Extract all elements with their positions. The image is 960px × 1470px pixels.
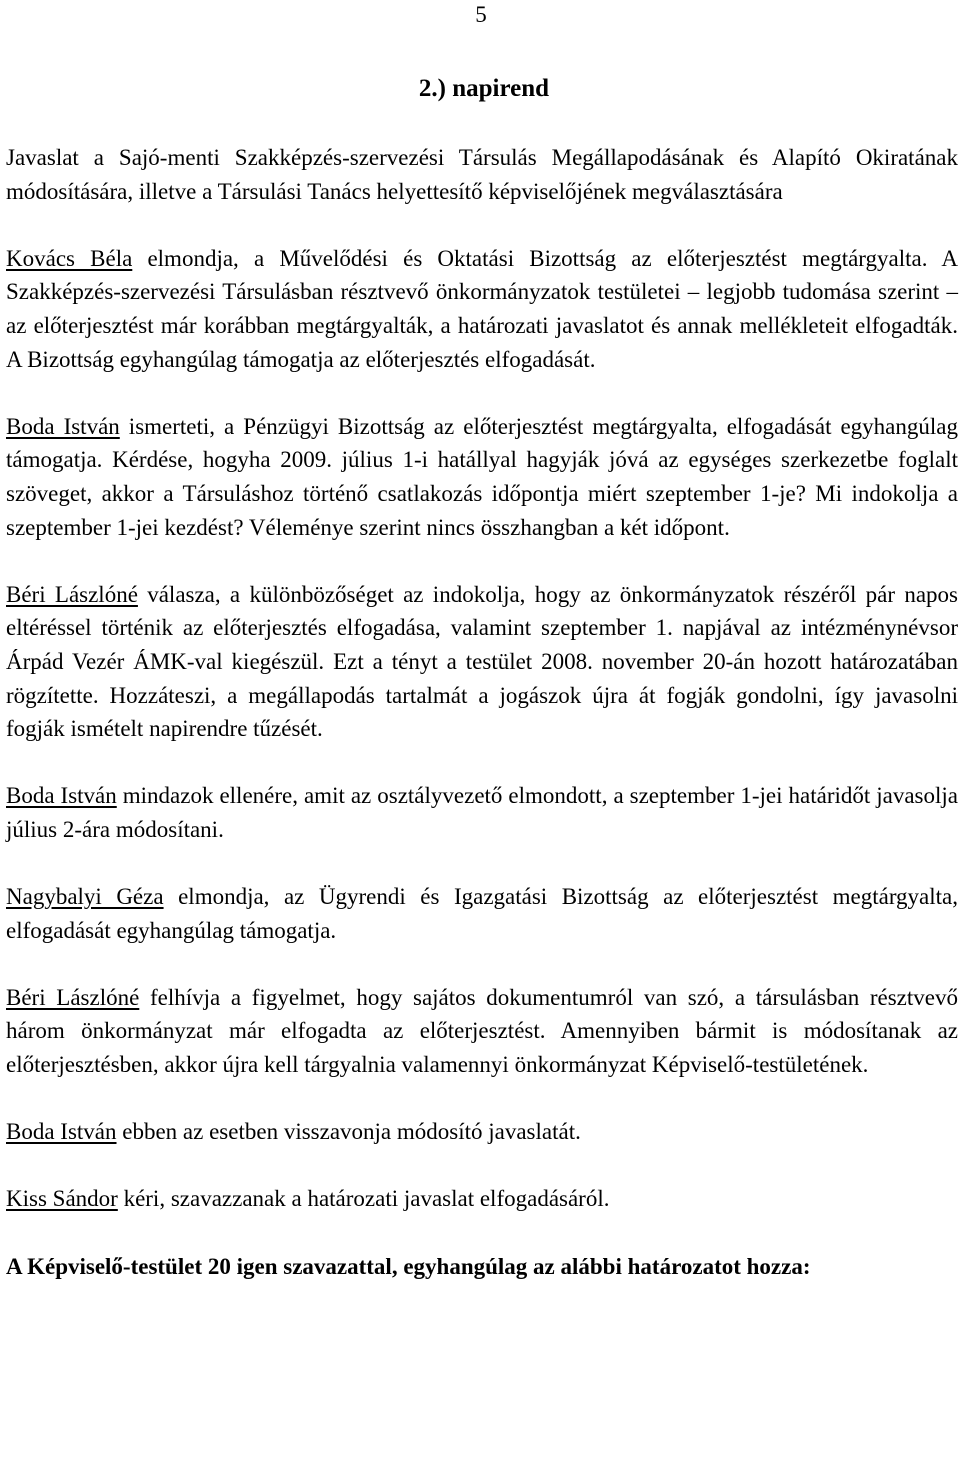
paragraph-6	[6, 981, 958, 1082]
paragraph-text: felhívja a figyelmet, hogy sajátos dokumentumról van szó, a társulásban résztvevő három önkormányzat már elfogadta az előterjesztést. Amennyiben bármit is módosítanak az előterjesztésben, akkor újra kell tárgyalnia valamennyi önkormányzat Képviselő-testületének.	[6, 984, 958, 1078]
paragraph-3	[6, 578, 958, 746]
agenda-heading: 2.) napirend	[418, 75, 550, 102]
paragraph-8	[6, 1182, 958, 1216]
paragraph-4	[6, 779, 958, 846]
speaker-name: Béri Lászlóné	[6, 581, 138, 607]
paragraph-text: ismerteti, a Pénzügyi Bizottság az előterjesztést megtárgyalta, elfogadását egyhangúlag támogatja. Kérdése, hogyha 2009. július 1-i hatállyal hagyják jóvá az egységes szerkezetbe foglalt szöveget, akkor a Társuláshoz történő csatlakozás időpontja miért szeptember 1-je? Mi indokolja a szeptember 1-jei kezdést? Véleménye szerint nincs összhangban a két időpont.	[6, 413, 958, 540]
paragraph-text: elmondja, a Művelődési és Oktatási Bizottság az előterjesztést megtárgyalta. A Szakképzés-szervezési Társulásban résztvevő önkormányzatok testületei – legjobb tudomása szerint – az előterjesztést már korábban megtárgyalták, a határozati javaslatot és annak mellékleteit elfogadták. A Bizottság egyhangúlag támogatja az előterjesztés elfogadását.	[6, 245, 958, 372]
paragraph-1	[6, 242, 958, 376]
paragraph-5	[6, 880, 958, 947]
resolution-intro: A Képviselő-testület 20 igen szavazattal, egyhangúlag az alábbi határozatot hozza:	[6, 1253, 811, 1279]
speaker-name: Nagybalyi Géza	[6, 884, 164, 910]
speaker-name: Boda István	[6, 1119, 117, 1145]
paragraph-2	[6, 410, 958, 544]
paragraph-7	[6, 1115, 958, 1149]
agenda-title: Javaslat a Sajó-menti Szakképzés-szervezési Társulás Megállapodásának és Alapító Okiratának módosítására, illetve a Társulási Tanács helyettesítő képviselőjének megválasztására	[6, 145, 958, 204]
speaker-name: Kiss Sándor	[6, 1186, 118, 1212]
speaker-name: Boda István	[6, 413, 120, 439]
page-number: 5	[475, 2, 487, 27]
paragraph-text: mindazok ellenére, amit az osztályvezető elmondott, a szeptember 1-jei határidőt javasolja július 2-ára módosítani.	[6, 783, 958, 842]
paragraph-text: kéri, szavazzanak a határozati javaslat elfogadásáról.	[117, 1186, 610, 1212]
speaker-name: Boda István	[6, 783, 117, 809]
speaker-name: Kovács Béla	[6, 245, 133, 271]
paragraph-text: válasza, a különbözőséget az indokolja, hogy az önkormányzatok részéről pár napos eltéréssel történik az előterjesztés elfogadása, valamint szeptember 1. napjával az intézménynévsor Árpád Vezér ÁMK-val kiegészül. Ezt a tényt a testület 2008. november 20-án hozott határozatában rögzítette. Hozzáteszi, a megállapodás tartalmát a jogászok újra át fogják gondolni, így javasolni fogják ismételt napirendre tűzését.	[6, 581, 958, 742]
paragraph-text: ebben az esetben visszavonja módosító javaslatát.	[116, 1119, 581, 1145]
paragraph-text: elmondja, az Ügyrendi és Igazgatási Bizottság az előterjesztést megtárgyalta, elfogadását egyhangúlag támogatja.	[6, 884, 959, 943]
document-body	[6, 141, 958, 1283]
speaker-name: Béri Lászlóné	[6, 984, 140, 1010]
